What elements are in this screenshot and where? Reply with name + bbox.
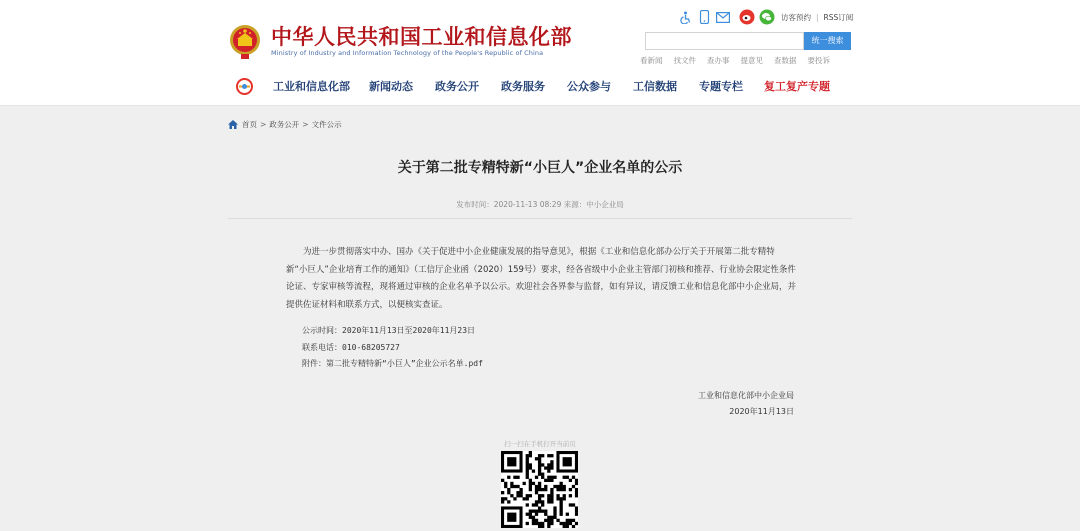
article-meta: 发布时间：2020-11-13 08:29 来源：中小企业局 [456, 200, 624, 209]
attachment-link[interactable]: 附件：第二批专精特新“小巨人”企业公示名单.pdf [302, 359, 483, 368]
quick-link-complaint[interactable]: 要投诉 [807, 56, 830, 65]
mail-icon[interactable] [715, 9, 731, 25]
signature-org: 工业和信息化部中小企业局 [698, 391, 794, 400]
search-input[interactable] [645, 32, 804, 50]
nav-item-topics[interactable]: 专题专栏 [699, 80, 743, 93]
article-paragraph: 为进一步贯彻落实中办、国办《关于促进中小企业健康发展的指导意见》，根据《工业和信息化部办公厅关于开展第二批专精特新“小巨人”企业培育工作的通知》（工信厅企业函（2020）159号）要求，经各省级中小企业主管部门初核和推荐、行业协会限定性条件论证、专家审核等流程，现将通过审核的企业名单予以公示。欢迎社会各界参与监督，如有异议，请反馈工业和信息化部中小企业局，并提供佐证材料和联系方式，以便核实查证。 [286, 247, 797, 310]
quick-link-data[interactable]: 查数据 [774, 56, 797, 65]
nav-item-news[interactable]: 新闻动态 [369, 80, 413, 93]
site-title[interactable]: 中华人民共和国工业和信息化部 [271, 25, 572, 49]
mobile-icon[interactable] [696, 9, 712, 25]
nav-item-ministry[interactable]: 工业和信息化部 [273, 80, 350, 93]
quick-link-services[interactable]: 查办事 [707, 56, 730, 65]
site-header [0, 0, 1080, 106]
divider [228, 218, 852, 219]
qr-label: 扫一扫在手机打开当前页 [504, 440, 576, 448]
quick-link-news[interactable]: 看新闻 [640, 56, 663, 65]
breadcrumb-home[interactable]: 首页 [242, 120, 257, 129]
national-emblem-icon [229, 22, 261, 60]
breadcrumb [228, 119, 342, 130]
signature-date: 2020年11月13日 [729, 407, 794, 416]
top-links [781, 12, 853, 23]
quick-link-files[interactable]: 找文件 [673, 56, 696, 65]
miit-logo-icon[interactable] [236, 78, 253, 95]
visitor-appointment-link[interactable]: 访客预约 [781, 13, 811, 22]
quick-links [640, 55, 841, 66]
contact-phone: 联系电话：010-68205727 [302, 343, 400, 352]
site-subtitle: Ministry of Industry and Information Technology of the People's Republic of China [271, 49, 544, 57]
notice-period: 公示时间：2020年11月13日至2020年11月23日 [302, 326, 476, 335]
qr-code-icon [501, 451, 578, 528]
nav-item-services[interactable]: 政务服务 [501, 80, 545, 93]
wechat-icon[interactable] [759, 9, 775, 25]
weibo-icon[interactable] [739, 9, 755, 25]
nav-item-resumption[interactable]: 复工复产专题 [764, 80, 830, 93]
accessibility-icon[interactable] [677, 9, 693, 25]
quick-link-feedback[interactable]: 提意见 [740, 56, 763, 65]
rss-link[interactable]: RSS订阅 [823, 13, 854, 22]
nav-item-participation[interactable]: 公众参与 [567, 80, 611, 93]
nav-item-government-affairs[interactable]: 政务公开 [435, 80, 479, 93]
breadcrumb-government-affairs[interactable]: 政务公开 [269, 120, 300, 129]
breadcrumb-separator: > [302, 120, 309, 129]
breadcrumb-separator: > [260, 120, 267, 129]
home-icon[interactable] [228, 120, 238, 129]
top-link-separator: | [816, 13, 819, 22]
breadcrumb-file-notice[interactable]: 文件公示 [311, 120, 342, 129]
article-title: 关于第二批专精特新“小巨人”企业名单的公示 [397, 160, 683, 176]
nav-item-data[interactable]: 工信数据 [633, 80, 677, 93]
search-button[interactable]: 统一搜索 [804, 32, 851, 50]
